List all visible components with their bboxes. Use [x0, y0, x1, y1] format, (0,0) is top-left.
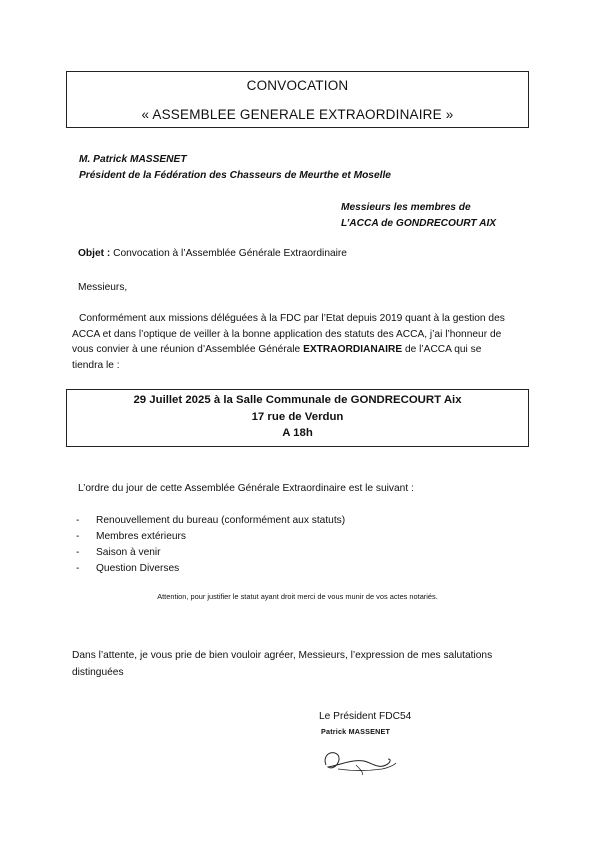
salutation: Messieurs, [78, 282, 128, 293]
recipient-line-1: Messieurs les membres de [341, 202, 471, 213]
agenda-item-label: Question Diverses [96, 563, 180, 574]
event-date-place: 29 Juillet 2025 à la Salle Communale de GONDRECOURT Aix [133, 394, 462, 406]
event-box [66, 389, 529, 447]
bullet-dash: - [76, 531, 80, 542]
body-text-2: de l’ACCA qui se tiendra le : [72, 344, 482, 371]
objet-text: Convocation à l’Assemblée Générale Extraordinaire [110, 248, 347, 259]
body-text-1: Conformément aux missions déléguées à la FDC par l’Etat depuis 2019 quant à la gestion des ACCA et dans l’optique de veiller à la bonne application des statuts des ACCA, j’ai l’honneur de vous convier à une réunion d’Assemblée Générale [72, 313, 505, 356]
sender-block [79, 152, 391, 184]
bullet-dash: - [76, 547, 80, 558]
agenda-list [76, 513, 345, 577]
closing-paragraph: Dans l’attente, je vous prie de bien vouloir agréer, Messieurs, l’expression de mes salutations distinguées [72, 650, 493, 678]
title-assemblee: « ASSEMBLEE GENERALE EXTRAORDINAIRE » [141, 107, 454, 122]
body-paragraph [72, 311, 512, 373]
event-time: A 18h [282, 427, 313, 439]
body-emphasis: EXTRAORDIANAIRE [303, 344, 403, 356]
list-item [76, 529, 345, 545]
title-convocation: CONVOCATION [246, 78, 349, 93]
list-item [76, 561, 345, 577]
list-item [76, 513, 345, 529]
recipient-line-2: L’ACCA de GONDRECOURT AIX [341, 218, 497, 229]
sender-role: Président de la Fédération des Chasseurs de Meurthe et Moselle [79, 170, 391, 181]
signature-title: Le Président FDC54 [319, 711, 412, 722]
agenda-intro: L’ordre du jour de cette Assemblée Générale Extraordinaire est le suivant : [78, 483, 414, 494]
event-address: 17 rue de Verdun [251, 410, 344, 423]
attention-note: Attention, pour justifier le statut ayant droit merci de vous munir de vos actes notariés. [157, 592, 438, 601]
agenda-item-label: Membres extérieurs [96, 531, 187, 542]
agenda-item-label: Renouvellement du bureau (conformément aux statuts) [96, 515, 346, 526]
handwritten-signature [316, 735, 400, 779]
agenda-item-label: Saison à venir [96, 547, 161, 558]
list-item [76, 545, 345, 561]
bullet-dash: - [76, 515, 80, 526]
sender-name: M. Patrick MASSENET [79, 154, 187, 165]
signature-name: Patrick MASSENET [321, 727, 391, 736]
recipient-block [341, 200, 496, 232]
objet-label: Objet : [78, 248, 111, 259]
objet-line [78, 248, 347, 259]
bullet-dash: - [76, 563, 80, 574]
title-box [66, 71, 529, 128]
